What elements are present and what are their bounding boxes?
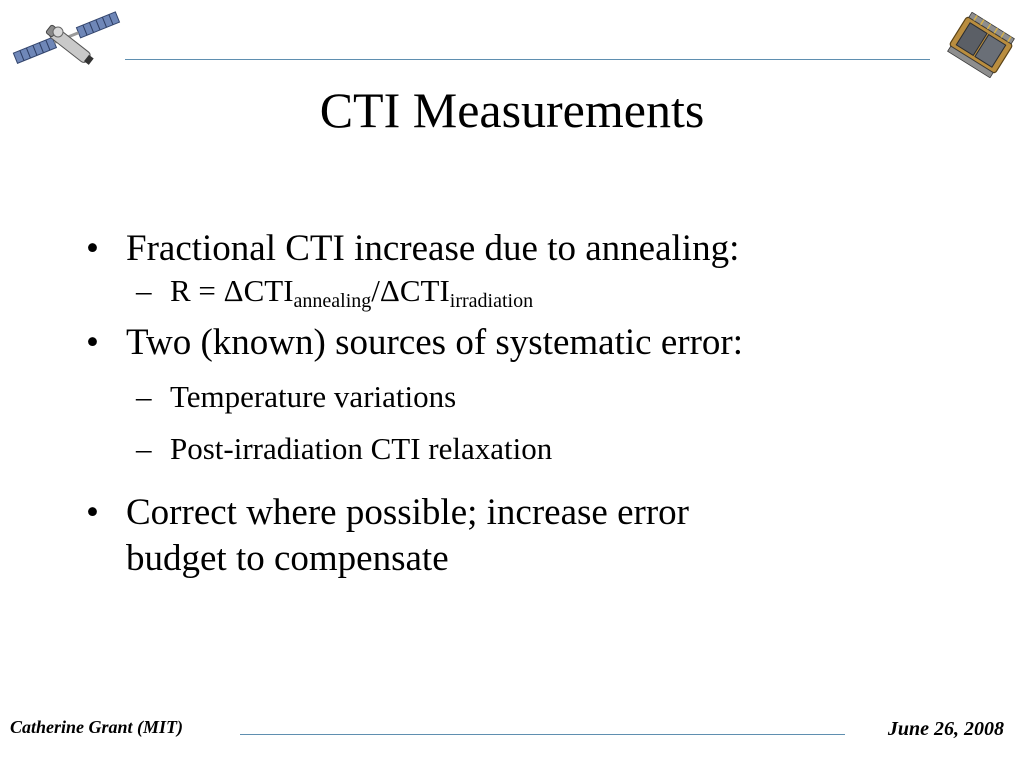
top-divider bbox=[125, 59, 930, 60]
sub-item-relaxation bbox=[86, 430, 966, 468]
bullet-text: Fractional CTI increase due to annealing: bbox=[126, 228, 740, 269]
ccd-chip-icon bbox=[946, 12, 1016, 78]
bullet-mark: • bbox=[86, 322, 99, 363]
bullet-list bbox=[86, 226, 966, 582]
sub-item-ratio-formula bbox=[86, 272, 966, 310]
formula-cti: CTI bbox=[243, 273, 294, 308]
bullet-text-line-1: Correct where possible; increase error bbox=[126, 492, 689, 533]
footer-date: June 26, 2008 bbox=[887, 718, 1004, 740]
sub-text: Temperature variations bbox=[170, 379, 457, 414]
delta-symbol: Δ bbox=[379, 273, 400, 308]
delta-symbol: Δ bbox=[223, 273, 244, 308]
subscript-annealing: annealing bbox=[293, 290, 372, 312]
slide-title: CTI Measurements bbox=[319, 82, 705, 138]
bullet-mark: • bbox=[86, 492, 99, 533]
bullet-item-annealing bbox=[86, 226, 966, 272]
formula-slash: / bbox=[371, 273, 380, 308]
dash-mark: – bbox=[136, 431, 152, 466]
footer-author: Catherine Grant (MIT) bbox=[10, 717, 184, 737]
formula-base: R = bbox=[170, 273, 224, 308]
sub-text: Post-irradiation CTI relaxation bbox=[170, 431, 553, 466]
bullet-text-line-2: budget to compensate bbox=[126, 538, 449, 579]
formula-cti: CTI bbox=[399, 273, 450, 308]
bullet-item-correct bbox=[86, 490, 966, 582]
dash-mark: – bbox=[136, 379, 152, 414]
bullet-text: Two (known) sources of systematic error: bbox=[126, 322, 743, 363]
subscript-irradiation: irradiation bbox=[449, 290, 534, 312]
satellite-icon bbox=[8, 6, 126, 72]
sub-item-temperature bbox=[86, 378, 966, 416]
bullet-item-systematic-error bbox=[86, 320, 966, 366]
bottom-divider bbox=[240, 734, 845, 735]
bullet-mark: • bbox=[86, 228, 99, 269]
dash-mark: – bbox=[136, 273, 152, 308]
